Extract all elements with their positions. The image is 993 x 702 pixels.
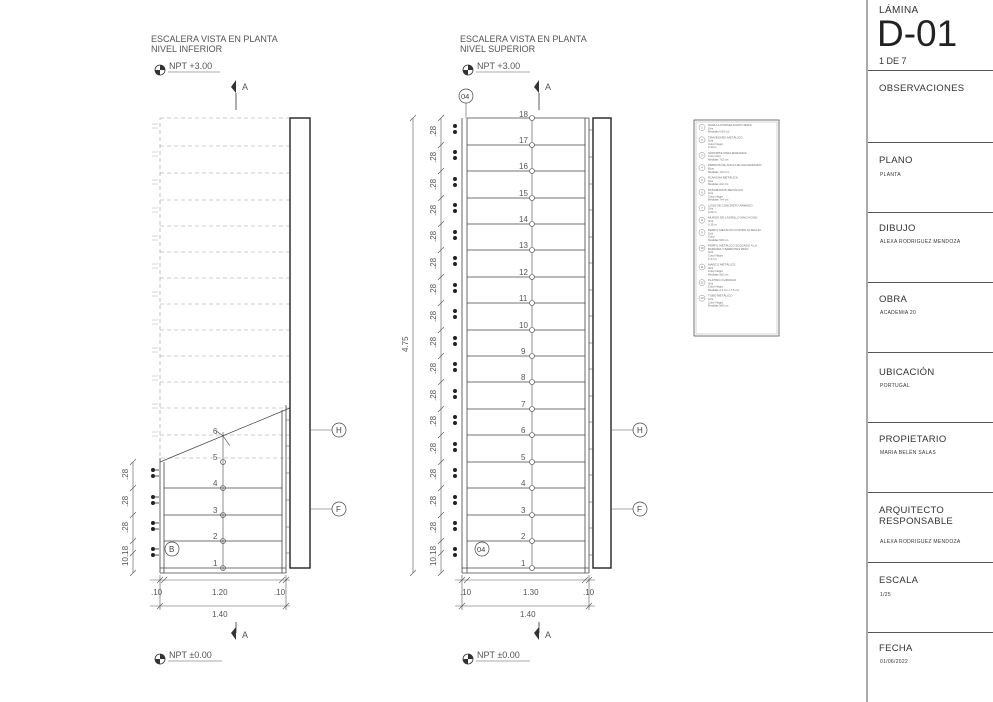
upper-riser-dim: .28 bbox=[429, 468, 438, 480]
legend-item-text: Gris bbox=[708, 219, 714, 223]
legend-item-text: LOSA DE CONCRETO ARMADO bbox=[708, 203, 753, 208]
lower-step-number: 5 bbox=[213, 453, 218, 462]
upper-riser-dim: 10.18 bbox=[429, 545, 438, 566]
lower-dashed-rail-brackets bbox=[152, 124, 158, 436]
upper-step-number: 10 bbox=[519, 321, 528, 330]
legend-item-text: HUELLA PORCELANATO MATE bbox=[708, 123, 752, 127]
upper-riser-dim: .28 bbox=[429, 495, 438, 507]
arquitecto-label: ARQUITECTO bbox=[879, 505, 945, 516]
lower-step-number: 4 bbox=[213, 479, 218, 488]
upper-width-dim: 1.30 bbox=[523, 588, 539, 597]
upper-width-dim: .10 bbox=[583, 588, 595, 597]
legend-item-text: Medidas 5x5 cm bbox=[708, 237, 729, 242]
upper-step-number: 13 bbox=[519, 241, 528, 250]
legend-item-number: 1 bbox=[701, 126, 703, 130]
legend-item-text: Gris bbox=[708, 126, 714, 131]
legend-item-text: Medidas 7x2 mm bbox=[708, 169, 730, 174]
upper-step-number: 12 bbox=[519, 268, 528, 277]
obra-label: OBRA bbox=[879, 294, 908, 305]
dibujo-block bbox=[868, 212, 993, 283]
legend-item-text: Gris bbox=[708, 138, 714, 143]
lower-riser-dim: .28 bbox=[121, 521, 130, 533]
legend-item-text: Gris bbox=[708, 281, 714, 286]
lower-section-bottom-label: A bbox=[242, 630, 249, 640]
upper-riser-dim: .28 bbox=[429, 151, 438, 163]
lower-level-top-label: NPT +3.00 bbox=[169, 61, 213, 71]
fecha-block bbox=[868, 632, 993, 702]
legend-item-text: Color Negro bbox=[708, 300, 724, 305]
lower-width-dim: 1.20 bbox=[212, 588, 228, 597]
legend-item-text: SOPORTE PARA BARANDA bbox=[708, 150, 747, 155]
upper-step-number: 3 bbox=[521, 506, 526, 515]
legend-item-text: Color Negro bbox=[708, 141, 724, 146]
upper-riser-dim: .28 bbox=[429, 389, 438, 401]
arquitecto-value: ALEXA RODRIGUEZ MENDOZA bbox=[880, 539, 961, 545]
legend-item-text: MUROS DE LADRILLO KING KONG bbox=[708, 215, 758, 220]
propietario-block bbox=[868, 422, 993, 493]
level-marker-top-icon bbox=[155, 65, 165, 75]
upper-step-number: 6 bbox=[521, 426, 526, 435]
legend-item-text: Gris bbox=[708, 231, 714, 236]
legend-item-text: 0.15 m bbox=[708, 222, 717, 227]
escala-value: 1/25 bbox=[880, 592, 891, 598]
legend-item-number: 6 bbox=[701, 191, 703, 195]
upper-step-number: 11 bbox=[519, 294, 528, 303]
legend-item-number: 9 bbox=[701, 231, 703, 235]
upper-step-number: 14 bbox=[519, 215, 528, 224]
upper-step-number: 17 bbox=[519, 136, 528, 145]
upper-flight bbox=[462, 118, 589, 573]
lower-riser-dimension-line bbox=[130, 459, 136, 576]
lower-step-number: 6 bbox=[213, 427, 218, 436]
legend-item-text: Color Negro bbox=[708, 253, 724, 258]
legend-item-text: Medidas 5x5 cm bbox=[708, 303, 729, 308]
upper-step-number: 9 bbox=[521, 347, 526, 356]
sheet-code: D-01 bbox=[877, 13, 958, 54]
upper-top-tag-label: 04 bbox=[461, 92, 470, 101]
upper-riser-dim: .28 bbox=[429, 178, 438, 190]
legend-item-text: Medidas 2x2 cm bbox=[708, 182, 729, 187]
legend-item-text: Gris bbox=[708, 191, 714, 196]
legend-item-number: 5 bbox=[701, 179, 703, 182]
legend-item-text: Gris bbox=[708, 178, 714, 183]
upper-step-number: 4 bbox=[521, 479, 526, 488]
legend-item-text: TUBO METÁLICO bbox=[708, 293, 733, 298]
legend-item-number: 7 bbox=[701, 206, 703, 210]
legend-item-number: 13 bbox=[700, 297, 704, 301]
legend-item-text: Mcm bbox=[708, 166, 715, 171]
lower-view-subtitle: NIVEL INFERIOR bbox=[151, 44, 223, 54]
legend-item-text: PERFIL METÁLICO FONDO ALTECHO bbox=[708, 228, 761, 232]
observaciones-block bbox=[868, 70, 993, 143]
dibujo-value: ALEXA RODRIGUEZ MENDOZA bbox=[880, 239, 961, 245]
legend-item-number: 11 bbox=[700, 266, 704, 269]
legend-item-text: 2.3 cm bbox=[708, 256, 717, 261]
upper-step-number: 5 bbox=[521, 453, 526, 462]
propietario-value: MARIA BELÉN SALAS bbox=[880, 450, 936, 456]
upper-step-number: 7 bbox=[521, 400, 526, 409]
upper-riser-dim: .28 bbox=[429, 362, 438, 374]
fecha-label: FECHA bbox=[879, 643, 913, 654]
lower-tag-h-label: H bbox=[336, 426, 342, 435]
section-arrow-icon bbox=[231, 80, 236, 110]
lower-step-number: 1 bbox=[213, 559, 218, 568]
upper-view-subtitle: NIVEL SUPERIOR bbox=[460, 44, 536, 54]
section-arrow-icon bbox=[534, 80, 539, 110]
legend-item-text: Gris bbox=[708, 297, 714, 301]
dibujo-label: DIBUJO bbox=[879, 223, 916, 234]
legend-item-text: MARCO METÁLICO bbox=[708, 262, 736, 267]
legend-item-number: 4 bbox=[701, 166, 703, 170]
plano-value: PLANTA bbox=[880, 172, 901, 178]
upper-riser-dim: .28 bbox=[429, 283, 438, 295]
obra-value: ACADEMIA 20 bbox=[880, 310, 917, 316]
propietario-label: PROPIETARIO bbox=[879, 434, 947, 445]
upper-step-number: 1 bbox=[521, 559, 526, 568]
legend-item-text: PLATINO CURVADO bbox=[708, 278, 737, 283]
upper-width-dim: .10 bbox=[460, 588, 472, 597]
sheet-label: LÁMINA bbox=[879, 5, 919, 16]
lower-riser-dim: 10.18 bbox=[121, 545, 130, 566]
legend-item-text: Gris bbox=[708, 206, 714, 211]
upper-riser-dim: .28 bbox=[429, 230, 438, 242]
upper-riser-dim: .28 bbox=[429, 415, 438, 427]
upper-total-length: 4.75 bbox=[401, 336, 410, 352]
escala-block bbox=[868, 562, 993, 633]
legend-item-text: PLANCHA METÁLICA bbox=[708, 175, 738, 180]
legend-item-text: Medidas 5x5 cm bbox=[708, 272, 729, 277]
legend-item-text: Color Negro bbox=[708, 269, 724, 274]
legend-item-number: 8 bbox=[701, 219, 703, 223]
lower-flight bbox=[160, 405, 290, 573]
sheet-block bbox=[868, 0, 993, 70]
upper-riser-dim: .28 bbox=[429, 257, 438, 269]
arquitecto-block bbox=[868, 492, 993, 563]
legend-item-text: Gris bbox=[708, 265, 714, 270]
upper-level-top-label: NPT +3.00 bbox=[477, 61, 521, 71]
legend-item-number: 2 bbox=[701, 138, 703, 142]
materials-legend bbox=[694, 120, 779, 336]
upper-rail-brackets bbox=[453, 124, 456, 556]
lower-width-dim: .10 bbox=[151, 588, 163, 597]
arquitecto-label-line2: RESPONSABLE bbox=[879, 516, 954, 527]
legend-item-text: Color Negro bbox=[708, 284, 724, 289]
ubicacion-value: PORTUGAL bbox=[880, 383, 910, 389]
legend-item-text: BARANDA Y BARROTES PASO bbox=[708, 246, 749, 251]
obra-block bbox=[868, 282, 993, 353]
upper-total-width: 1.40 bbox=[520, 610, 536, 619]
legend-item-text: 2.3mm bbox=[708, 145, 717, 150]
legend-item-text: Gris bbox=[708, 250, 714, 255]
legend-item-number: 12 bbox=[700, 281, 704, 285]
legend-item-text: Medidas 2.4 cm x 7.5 cm bbox=[708, 288, 740, 292]
legend-item-number: 3 bbox=[701, 154, 703, 158]
level-marker-top-icon bbox=[463, 65, 473, 75]
upper-view-title: ESCALERA VISTA EN PLANTA bbox=[460, 34, 587, 44]
lower-width-dim: .10 bbox=[274, 588, 286, 597]
observaciones-label: OBSERVACIONES bbox=[879, 83, 965, 94]
escala-label: ESCALA bbox=[879, 575, 919, 586]
legend-item-text: Color bbox=[708, 234, 715, 239]
legend-item-text: PASAMANOS METÁLICO bbox=[708, 187, 743, 192]
lower-level-bottom-label: NPT ±0.00 bbox=[169, 650, 212, 660]
upper-section-top-label: A bbox=[545, 82, 552, 92]
lower-view-title: ESCALERA VISTA EN PLANTA bbox=[151, 34, 278, 44]
upper-step-number: 16 bbox=[519, 162, 528, 171]
legend-item-text: PERNOS DE ANCLAJE GALVANIZADO bbox=[708, 163, 762, 168]
upper-riser-dim: .28 bbox=[429, 125, 438, 137]
legend-item-text: PERFIL METÁLICO SOLDADO A LA bbox=[708, 243, 758, 248]
lower-tag-f-label: F bbox=[336, 505, 341, 514]
upper-wall bbox=[593, 118, 611, 568]
sheet-page: 1 DE 7 bbox=[879, 56, 907, 66]
lower-rail-brackets bbox=[151, 468, 159, 556]
upper-riser-dim: .28 bbox=[429, 336, 438, 348]
upper-riser-dim: .28 bbox=[429, 442, 438, 454]
upper-riser-dim: .28 bbox=[429, 521, 438, 533]
plano-block bbox=[868, 142, 993, 213]
legend-item-text: Color Negro bbox=[708, 194, 724, 199]
upper-section-bottom-label: A bbox=[545, 630, 552, 640]
legend-item-text: Color Gris bbox=[708, 154, 721, 159]
upper-riser-dim: .28 bbox=[429, 204, 438, 216]
legend-item-text: Medidas 0.60 cm bbox=[708, 129, 730, 134]
lower-riser-dim: .28 bbox=[121, 468, 130, 480]
lower-step-number: 2 bbox=[213, 532, 218, 541]
fecha-value: 01/06/2022 bbox=[880, 659, 909, 665]
lower-section-top-label: A bbox=[242, 82, 249, 92]
upper-step-number: 18 bbox=[519, 110, 528, 119]
plano-label: PLANO bbox=[879, 155, 913, 166]
lower-total-width: 1.40 bbox=[212, 610, 228, 619]
upper-step-number: 8 bbox=[521, 373, 526, 382]
upper-tag-h-label: H bbox=[637, 426, 643, 435]
upper-step-number: 15 bbox=[519, 189, 528, 198]
upper-level-view bbox=[401, 34, 647, 664]
lower-step-number: 3 bbox=[213, 506, 218, 515]
ubicacion-block bbox=[868, 352, 993, 423]
level-marker-bottom-icon bbox=[463, 654, 473, 664]
legend-item-text: Medidas 7x4 cm bbox=[708, 197, 729, 202]
ubicacion-label: UBICACIÓN bbox=[879, 367, 935, 378]
upper-tag-f-label: F bbox=[637, 505, 642, 514]
lower-level-view bbox=[121, 34, 346, 664]
upper-riser-dimension-line bbox=[410, 115, 444, 576]
legend-item-text: Medidas 7x2 cm bbox=[708, 157, 729, 162]
section-arrow-icon bbox=[534, 622, 539, 640]
upper-start-tag-label: 04 bbox=[477, 545, 486, 554]
legend-item-text: TRAVESAÑO METÁLICO bbox=[708, 135, 743, 140]
upper-flight-dashed bbox=[160, 118, 290, 458]
level-marker-bottom-icon bbox=[155, 654, 165, 664]
section-arrow-icon bbox=[231, 622, 236, 640]
lower-start-tag-label: B bbox=[169, 545, 175, 554]
lower-riser-dim: .28 bbox=[121, 495, 130, 507]
lower-wall bbox=[290, 118, 310, 568]
legend-item-text: 0.20 m bbox=[708, 210, 717, 214]
upper-riser-dim: .28 bbox=[429, 310, 438, 322]
upper-step-number: 2 bbox=[521, 532, 526, 541]
legend-item-number: 10 bbox=[700, 247, 704, 251]
upper-level-bottom-label: NPT ±0.00 bbox=[477, 650, 520, 660]
